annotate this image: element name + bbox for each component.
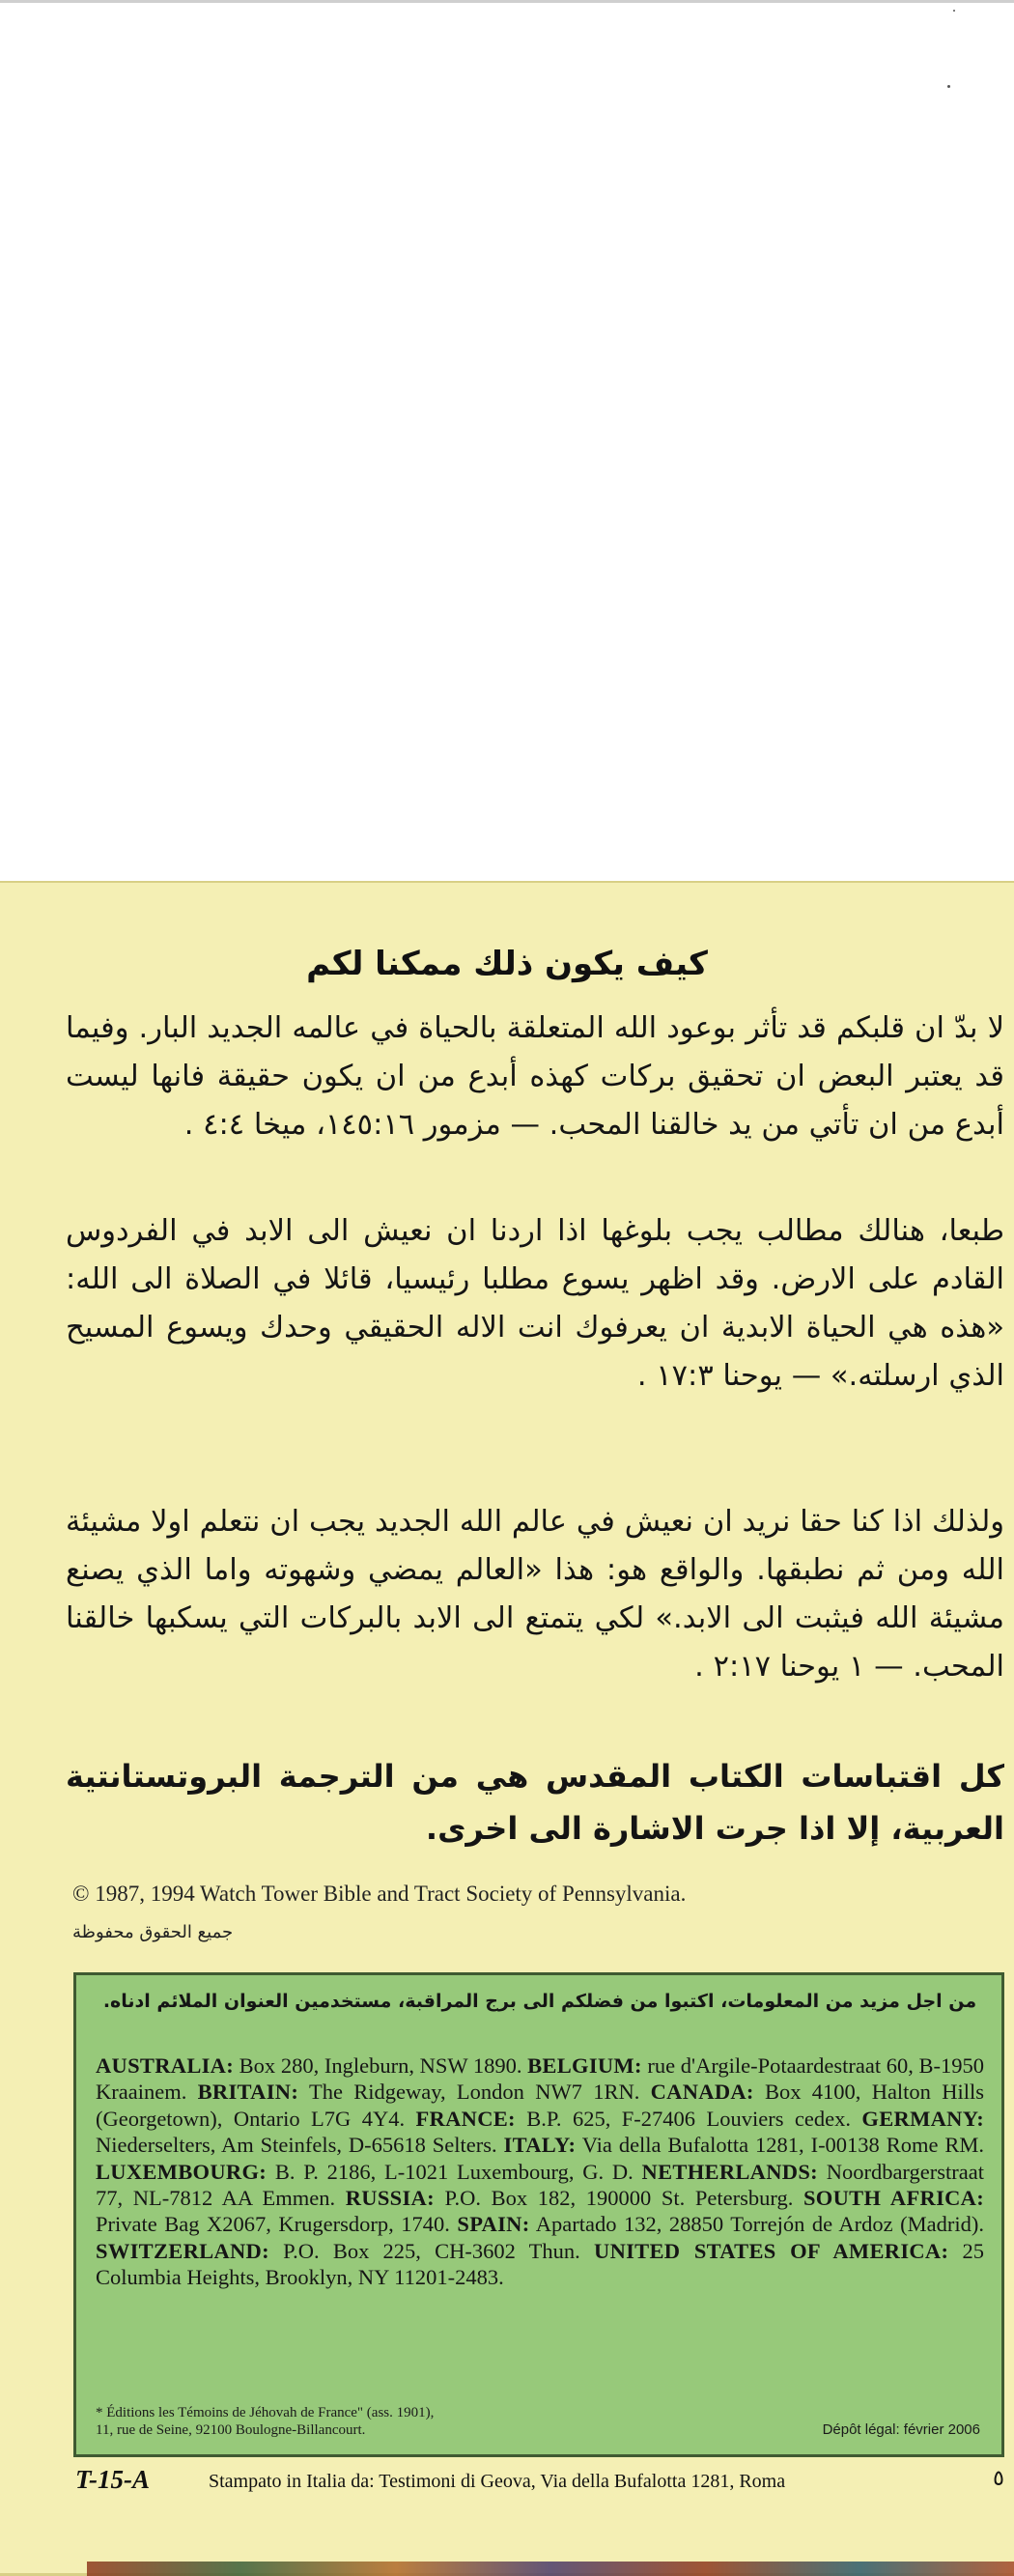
country-address: P.O. Box 225, CH-3602 Thun. (268, 2238, 595, 2263)
bible-translation-note: كل اقتباسات الكتاب المقدس هي من الترجمة البروتستانتية العربية، إلا اذا جرت الاشارة الى اخرى. (66, 1758, 1004, 1847)
country-address: Box 4100, Halton Hills (Georgetown), Ontario L7G 4Y4. (96, 2080, 984, 2131)
printer-line: Stampato in Italia da: Testimoni di Geova, Via della Bufalotta 1281, Roma (209, 2471, 786, 2492)
country-address: B. P. 2186, L-1021 Luxembourg, G. D. (267, 2159, 642, 2184)
publisher-footnote-line: * Éditions les Témoins de Jéhovah de France" (ass. 1901), (96, 2405, 435, 2420)
dust-speck (953, 10, 955, 12)
country-name: ITALY: (503, 2133, 577, 2158)
paragraph-2: طبعا، هنالك مطالب يجب بلوغها اذا اردنا ان نعيش الى الابد في الفردوس القادم على الارض. وقد اظهر يسوع مطلبا رئيسيا، قائلا في الصلاة الى الله: «هذه هي الحياة الابدية ان يعرفوك انت الاله الحقيقي وحدك ويسوع المسيح الذي ارسلته.» — يوحنا ١٧:٣ . (66, 1214, 1004, 1393)
country-address: Niederselters, Am Steinfels, D-65618 Selters. (96, 2133, 504, 2158)
country-address: rue d'Argile-Potaardestraat 60, B-1950 Kraainem. (96, 2053, 985, 2105)
next-page-edge (87, 2562, 1014, 2576)
country-address: Private Bag X2067, Krugersdorp, 1740. (96, 2212, 458, 2237)
country-address: Apartado 132, 28850 Torrejón de Ardoz (Madrid). (529, 2212, 984, 2237)
country-address: P.O. Box 182, 190000 St. Petersburg. (434, 2186, 803, 2211)
country-name: LUXEMBOURG: (96, 2159, 268, 2184)
country-name: SOUTH AFRICA: (803, 2186, 985, 2211)
paragraph-3: ولذلك اذا كنا حقا نريد ان نعيش في عالم الله الجديد يجب ان نتعلم اولا مشيئة الله ومن ثم نطبقها. والواقع هو: هذا «العالم يمضي وشهوته واما الذي يصنع مشيئة الله فيثبت الى الابد.» لكي يتمتع الى الابد بالبركات التي يسكبها خالقنا المحب. — ١ يوحنا ٢:١٧ . (66, 1505, 1004, 1684)
page-number: ٥ (993, 2467, 1004, 2491)
country-name: SWITZERLAND: (96, 2238, 269, 2263)
dust-speck (947, 85, 950, 88)
country-name: BELGIUM: (527, 2053, 642, 2078)
address-box (73, 1972, 1004, 2457)
page-title: كيف يكون ذلك ممكنا لكم (306, 945, 708, 983)
country-name: UNITED STATES OF AMERICA: (594, 2238, 949, 2263)
tract-page (0, 881, 1014, 2576)
scan-edge (0, 0, 1014, 3)
country-name: BRITAIN: (197, 2080, 299, 2105)
paragraph-1: لا بدّ ان قلبكم قد تأثر بوعود الله المتعلقة بالحياة في عالمه الجديد البار. وفيما قد يعتبر البعض ان تحقيق بركات كهذه أبدع من ان يكون حقيقة فانها ليست أبدع من ان تأتي من يد خالقنا المحب. — مزمور ١٤٥:١٦، ميخا ٤:٤ . (66, 1011, 1004, 1142)
page-footer (75, 2465, 1012, 2504)
country-name: NETHERLANDS: (641, 2159, 818, 2184)
legal-deposit: Dépôt légal: février 2006 (822, 2421, 980, 2438)
country-address: Box 280, Ingleburn, NSW 1890. (234, 2053, 528, 2078)
address-box-heading: من اجل مزيد من المعلومات، اكتبوا من فضلكم الى برج المراقبة، مستخدمين العنوان الملائم ادناه. (102, 1991, 977, 2012)
country-address: B.P. 625, F-27406 Louviers cedex. (515, 2106, 862, 2131)
copyright-line: © 1987, 1994 Watch Tower Bible and Tract Society of Pennsylvania. (72, 1882, 687, 1906)
tract-code: T-15-A (75, 2465, 151, 2494)
country-address: The Ridgeway, London NW7 1RN. (298, 2080, 651, 2105)
country-name: FRANCE: (415, 2106, 516, 2131)
address-list (96, 2052, 984, 2291)
country-address: Via della Bufalotta 1281, I-00138 Rome RM. (576, 2133, 984, 2158)
rights-reserved: جميع الحقوق محفوظة (72, 1922, 234, 1942)
country-address: Noordbargerstraat 77, NL-7812 AA Emmen. (96, 2159, 984, 2211)
country-name: RUSSIA: (345, 2186, 435, 2211)
country-address: 25 Columbia Heights, Brooklyn, NY 11201-2483. (96, 2238, 984, 2290)
blank-scan-area (0, 0, 1014, 881)
country-name: AUSTRALIA: (96, 2053, 235, 2078)
country-name: GERMANY: (861, 2106, 984, 2131)
publisher-footnote (96, 2404, 675, 2439)
country-name: CANADA: (650, 2080, 754, 2105)
publisher-footnote-line: 11, rue de Seine, 92100 Boulogne-Billancourt. (96, 2422, 366, 2438)
country-name: SPAIN: (457, 2212, 530, 2237)
